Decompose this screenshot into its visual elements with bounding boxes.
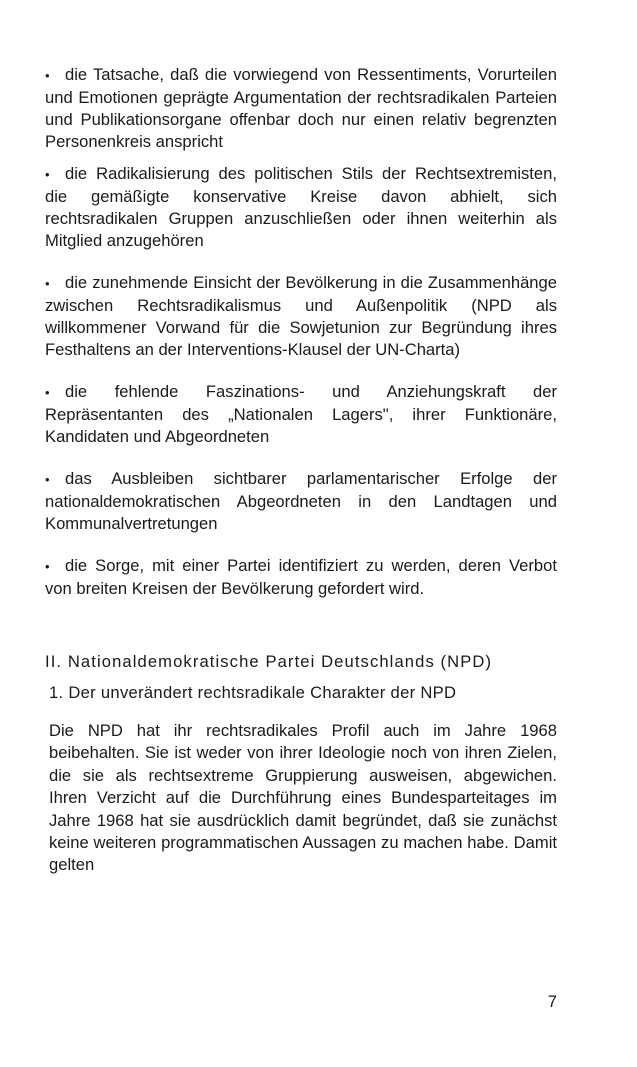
subsection-title: 1. Der unverändert rechtsradikale Charakter der NPD [49, 683, 457, 702]
bullet-text: die zunehmende Einsicht der Bevölkerung in die Zusammenhänge zwischen Rechtsradikalismus und Außenpolitik (NPD als willkommener Vorwand für die Sowjetunion zur Begründung ihres Festhaltens an der Interventions-Klausel der UN-Charta) [45, 273, 557, 359]
page-number: 7 [547, 992, 557, 1011]
bullet-text: die fehlende Faszinations- und Anziehungskraft der Repräsentanten des „Nationalen Lagers", ihrer Funktionäre, Kandidaten und Abgeordneten [45, 382, 557, 446]
bullet-marker: • [45, 559, 50, 574]
bullet-text: die Tatsache, daß die vorwiegend von Ressentiments, Vorurteilen und Emotionen geprägte Argumentation der rechtsradikalen Parteien und Publikationsorgane offenbar doch nur einen relativ begrenzten Personenkreis anspricht [45, 65, 557, 151]
bullet-text: die Sorge, mit einer Partei identifiziert zu werden, deren Verbot von breiten Kreisen der Bevölkerung gefordert wird. [45, 556, 557, 598]
document-page [45, 64, 557, 877]
bullet-item [45, 468, 557, 535]
bullet-marker: • [45, 167, 50, 182]
bullet-item [45, 163, 557, 252]
bullet-marker: • [45, 276, 50, 291]
body-paragraph: Die NPD hat ihr rechtsradikales Profil auch im Jahre 1968 beibehalten. Sie ist weder von ihrer Ideologie noch von ihren Zielen, die sie als rechtsextreme Gruppierung ausweisen, abgewichen. Ihren Verzicht auf die Durchführung eines Bundesparteitages im Jahre 1968 hat sie ausdrücklich damit begründet, daß sie zunächst keine weiteren programmatischen Aussagen zu machen habe. Damit gelten [49, 721, 557, 875]
bullet-text: die Radikalisierung des politischen Stils der Rechtsextremisten, die gemäßigte konservative Kreise davon abhielt, sich rechtsradikalen Gruppen anzuschließen oder ihnen weiterhin als Mitglied anzugehören [45, 164, 557, 250]
bullet-item [45, 555, 557, 600]
bullet-marker: • [45, 472, 50, 487]
bullet-item [45, 64, 557, 153]
bullet-marker: • [45, 68, 50, 83]
bullet-item [45, 272, 557, 361]
bullet-item [45, 381, 557, 448]
bullet-marker: • [45, 385, 50, 400]
section-title: II. Nationaldemokratische Partei Deutschlands (NPD) [45, 652, 493, 671]
bullet-text: das Ausbleiben sichtbarer parlamentarischer Erfolge der nationaldemokratischen Abgeordneten in den Landtagen und Kommunalvertretungen [45, 469, 557, 533]
